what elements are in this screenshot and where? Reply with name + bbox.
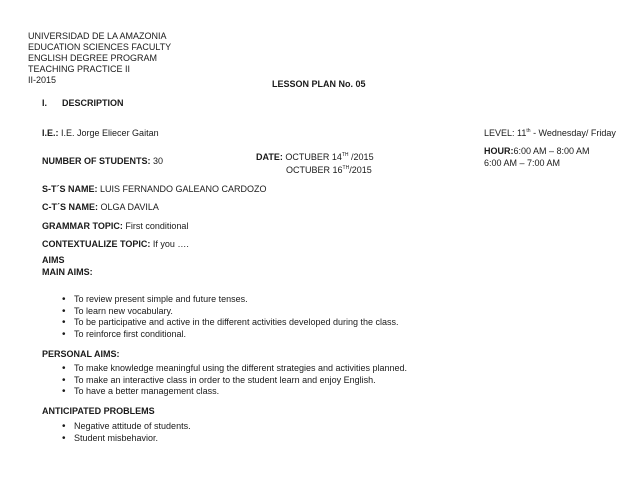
header-faculty: EDUCATION SCIENCES FACULTY xyxy=(28,42,172,52)
level-row xyxy=(484,129,616,139)
level-value: 11th - Wednesday/ Friday xyxy=(517,128,616,138)
grammar-topic-value: First conditional xyxy=(125,221,189,231)
level-label: LEVEL: xyxy=(484,128,515,138)
list-item: • To have a better management class. xyxy=(56,387,407,399)
ct-name-value: OLGA DAVILA xyxy=(100,202,159,212)
section-number: I. xyxy=(42,98,48,108)
ie-label: I.E.: xyxy=(42,128,59,138)
hour-label: HOUR: xyxy=(484,146,514,156)
contextualize-topic-row xyxy=(42,240,189,250)
main-aims-list xyxy=(56,295,399,341)
grammar-topic-label: GRAMMAR TOPIC: xyxy=(42,221,123,231)
aims-heading: AIMS xyxy=(42,255,65,265)
header-program: ENGLISH DEGREE PROGRAM xyxy=(28,53,158,63)
personal-aims-heading: PERSONAL AIMS: xyxy=(42,349,120,359)
personal-aims-list xyxy=(56,364,407,399)
list-item: • To be participative and active in the different activities developed during the class. xyxy=(56,318,399,330)
list-item: • To review present simple and future tenses. xyxy=(56,295,399,307)
anticipated-problems-heading: ANTICIPATED PROBLEMS xyxy=(42,406,155,416)
hour-line2: 6:00 AM – 7:00 AM xyxy=(484,158,561,168)
ct-name-row xyxy=(42,203,159,213)
header-university: UNIVERSIDAD DE LA AMAZONIA xyxy=(28,31,167,41)
list-item: • To make an interactive class in order to the student learn and enjoy English. xyxy=(56,376,407,388)
header-period: II-2015 xyxy=(28,75,57,85)
grammar-topic-row xyxy=(42,222,188,232)
date-label: DATE: xyxy=(256,152,283,162)
date-line2: OCTUBER 16TH/2015 xyxy=(286,165,372,175)
page-title: LESSON PLAN No. 05 xyxy=(272,79,366,89)
list-item: • Student misbehavior. xyxy=(56,434,191,446)
institution-header xyxy=(28,31,171,86)
contextualize-topic-value: If you …. xyxy=(152,239,189,249)
hour-line1: 6:00 AM – 8:00 AM xyxy=(513,146,590,156)
ie-row xyxy=(42,129,159,139)
date-block xyxy=(256,151,374,177)
contextualize-topic-label: CONTEXTUALIZE TOPIC: xyxy=(42,239,151,249)
anticipated-problems-list xyxy=(56,422,191,445)
st-name-label: S-T´S NAME: xyxy=(42,184,98,194)
list-item: • To make knowledge meaningful using the different strategies and activities planned. xyxy=(56,364,407,376)
st-name-row xyxy=(42,185,267,195)
ct-name-label: C-T´S NAME: xyxy=(42,202,98,212)
list-item: • To learn new vocabulary. xyxy=(56,307,399,319)
list-item: • To reinforce first conditional. xyxy=(56,330,399,342)
ie-value: I.E. Jorge Eliecer Gaitan xyxy=(61,128,159,138)
st-name-value: LUIS FERNANDO GALEANO CARDOZO xyxy=(100,184,267,194)
main-aims-heading: MAIN AIMS: xyxy=(42,267,93,277)
date-line1: OCTUBER 14TH /2015 xyxy=(285,152,374,162)
students-row xyxy=(42,157,163,167)
list-item: • Negative attitude of students. xyxy=(56,422,191,434)
header-course: TEACHING PRACTICE II xyxy=(28,64,131,74)
students-value: 30 xyxy=(153,156,164,166)
hour-block xyxy=(484,145,590,169)
students-label: NUMBER OF STUDENTS: xyxy=(42,156,151,166)
section-title: DESCRIPTION xyxy=(62,98,124,108)
